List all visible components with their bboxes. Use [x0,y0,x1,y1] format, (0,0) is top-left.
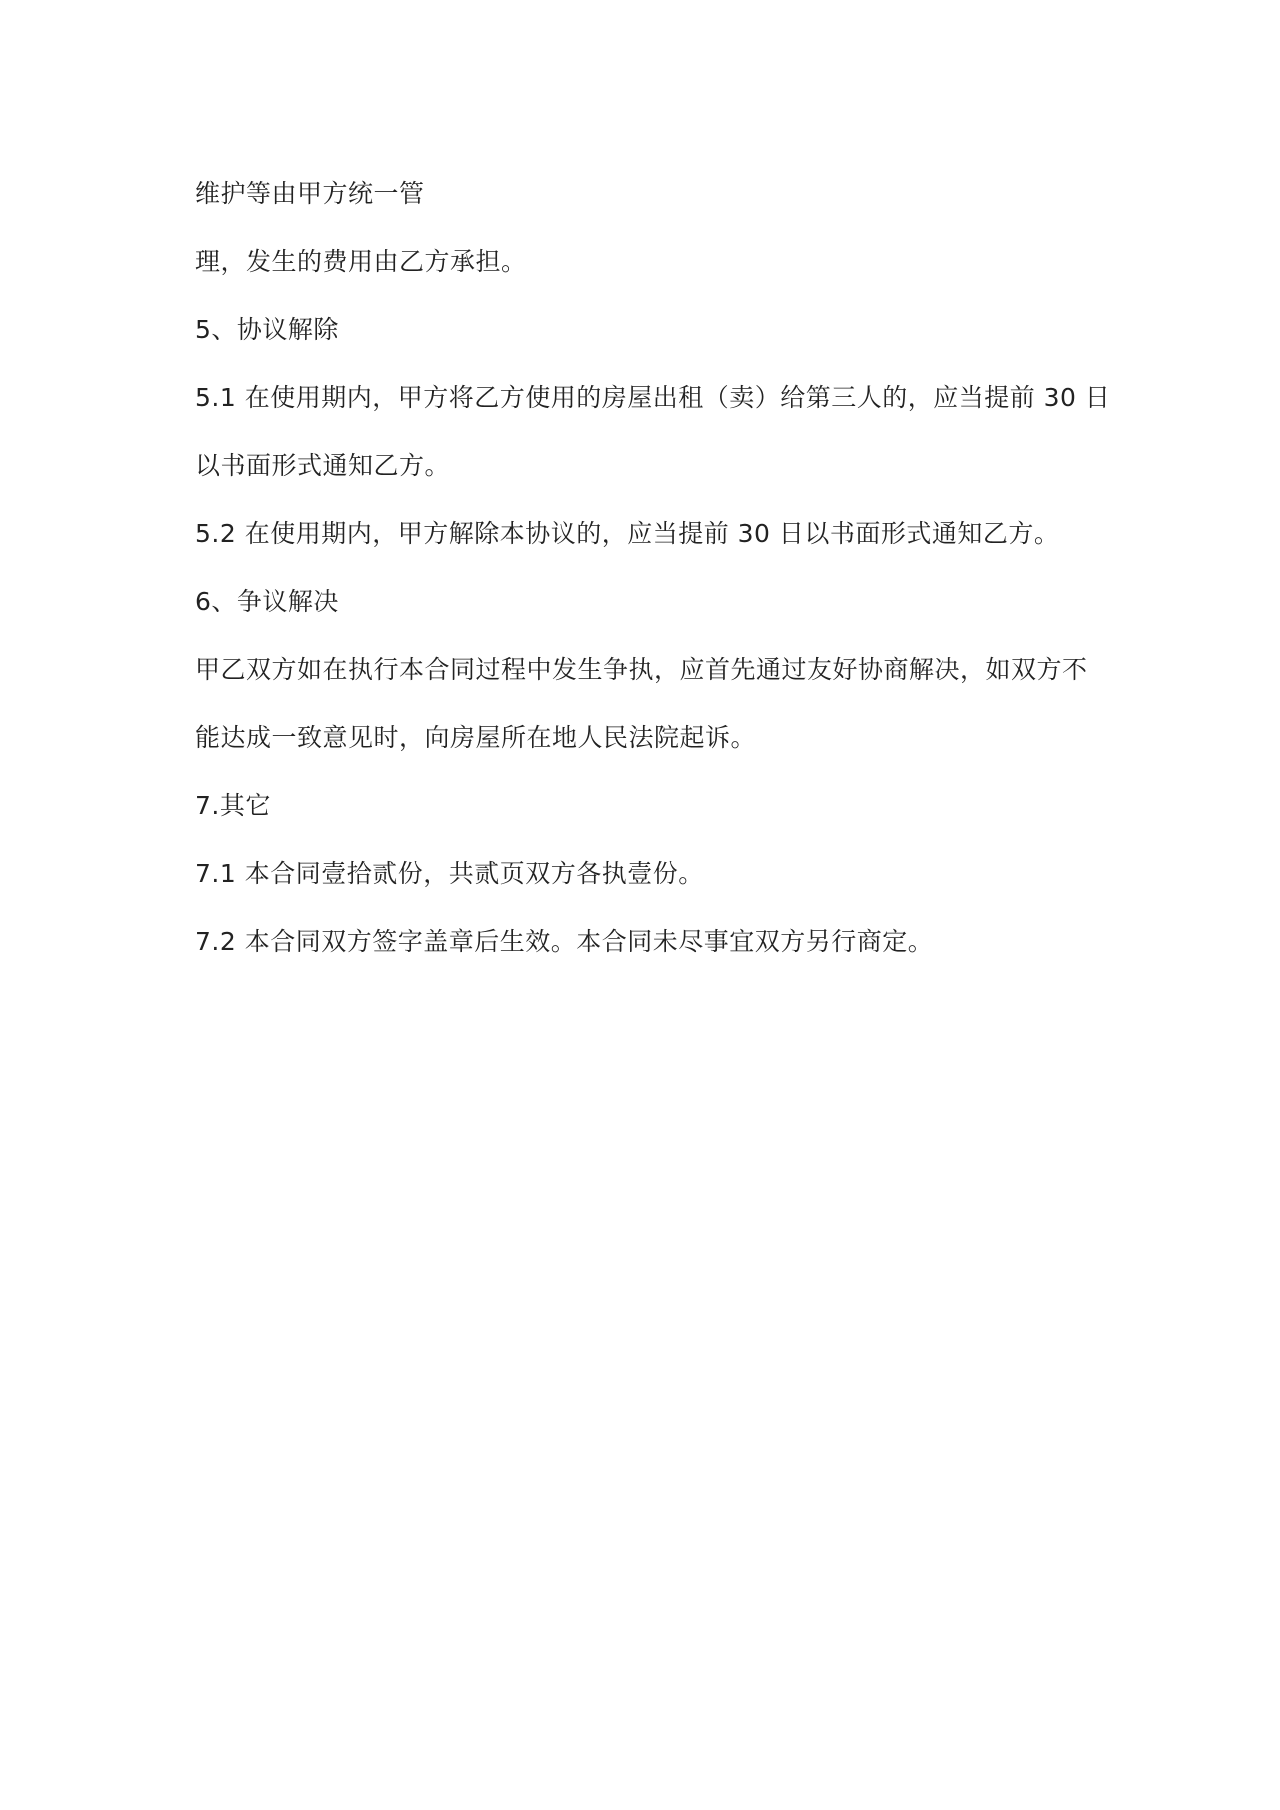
text-line: 理，发生的费用由乙方承担。 [195,247,527,276]
section-heading: 5、协议解除 [195,315,339,344]
section-heading: 6、争议解决 [195,587,339,616]
text-line: 5.1 在使用期内，甲方将乙方使用的房屋出租（卖）给第三人的，应当提前 30 日 [195,383,1111,412]
section-heading: 7.其它 [195,791,271,820]
text-line: 以书面形式通知乙方。 [195,451,451,480]
text-line: 5.2 在使用期内，甲方解除本协议的，应当提前 30 日以书面形式通知乙方。 [195,519,1060,548]
text-line: 7.2 本合同双方签字盖章后生效。本合同未尽事宜双方另行商定。 [195,927,934,956]
text-line: 能达成一致意见时，向房屋所在地人民法院起诉。 [195,723,757,752]
text-line: 7.1 本合同壹拾贰份，共贰页双方各执壹份。 [195,859,704,888]
document-body [195,160,1111,976]
text-line: 维护等由甲方统一管 [195,179,425,208]
text-line: 甲乙双方如在执行本合同过程中发生争执，应首先通过友好协商解决，如双方不 [195,655,1088,684]
